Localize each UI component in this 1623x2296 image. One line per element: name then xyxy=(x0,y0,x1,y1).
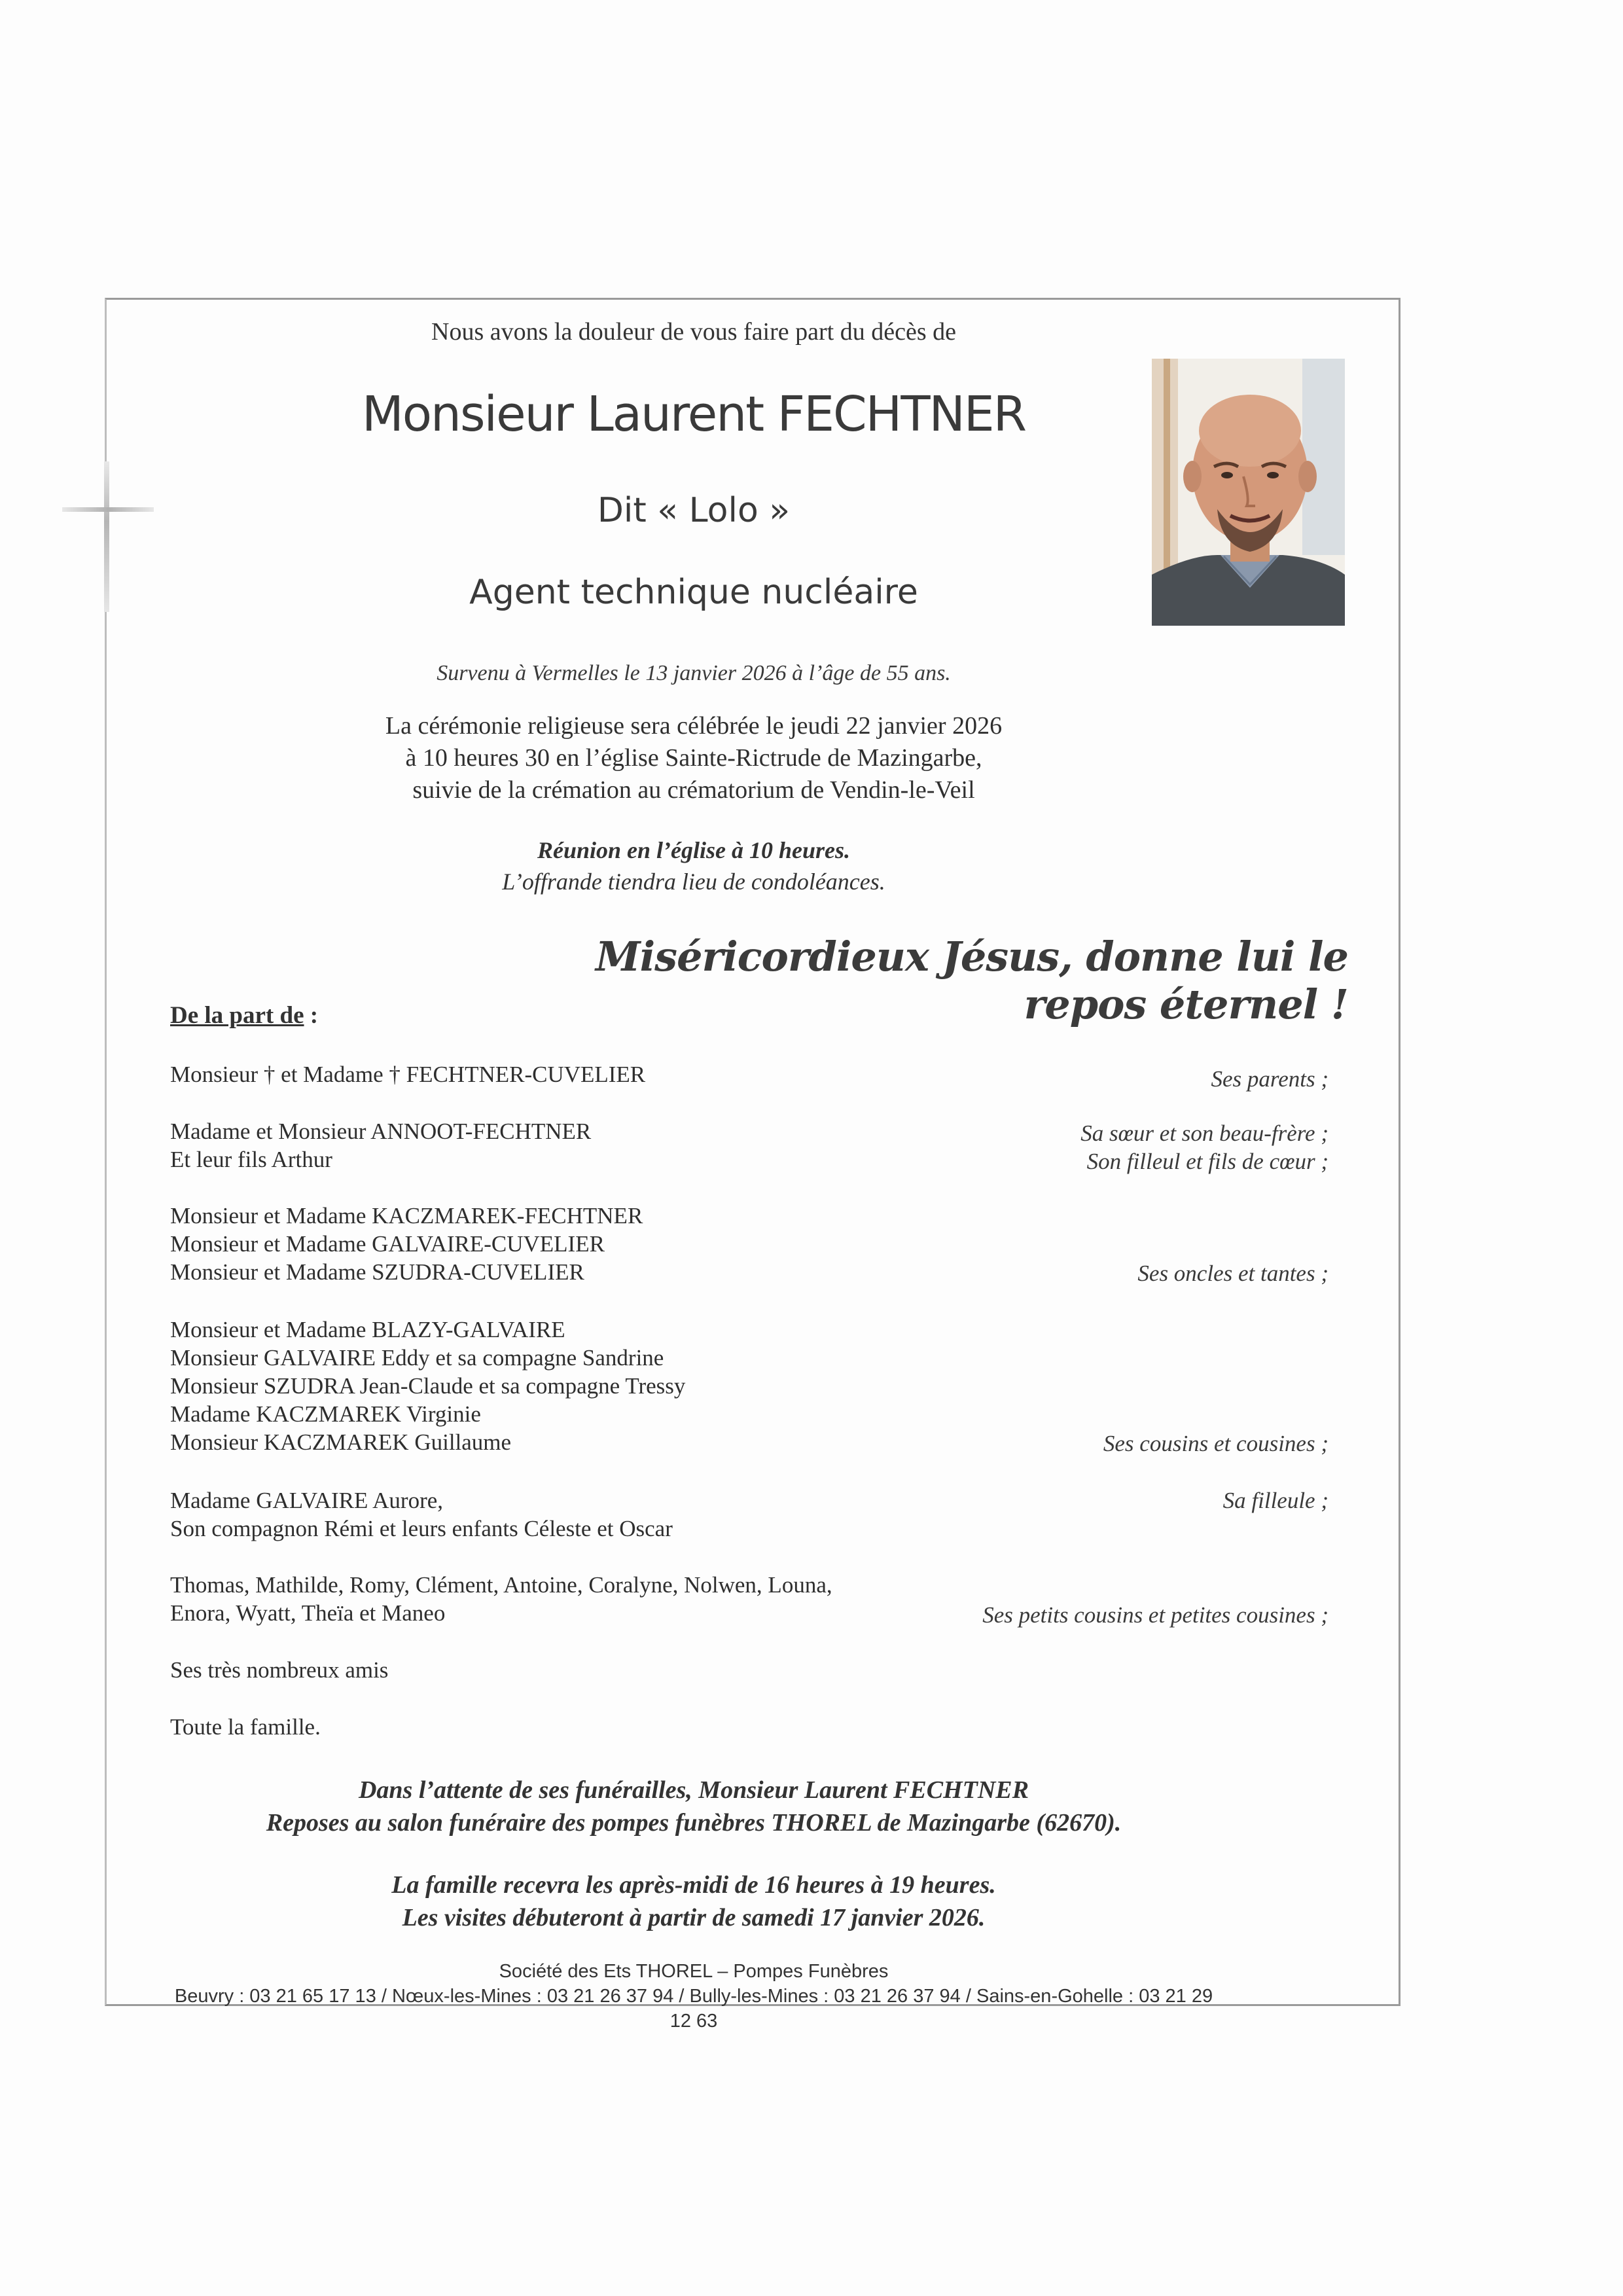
family-line: Toute la famille. xyxy=(170,1714,321,1740)
family-group-cousins xyxy=(170,1316,929,1456)
funeral-info xyxy=(236,1774,1152,1839)
family-line: Monsieur et Madame KACZMAREK-FECHTNER xyxy=(170,1203,643,1229)
family-line: Monsieur KACZMAREK Guillaume xyxy=(170,1429,512,1455)
relation-label: Ses parents ; xyxy=(1211,1066,1329,1092)
family-heading-colon: : xyxy=(304,1002,319,1029)
relation-label: Ses cousins et cousines ; xyxy=(1103,1431,1329,1456)
family-group-small-cousins xyxy=(170,1571,929,1627)
ceremony-line-1: La cérémonie religieuse sera célébrée le jeudi 22 janvier 2026 xyxy=(385,712,1003,740)
family-group-family xyxy=(170,1713,929,1741)
company-name: Société des Ets THOREL – Pompes Funèbres xyxy=(499,1961,889,1982)
family-line: Monsieur et Madame GALVAIRE-CUVELIER xyxy=(170,1231,605,1257)
occupation: Agent technique nucléaire xyxy=(469,573,918,612)
relation-label: Ses petits cousins et petites cousines ; xyxy=(982,1602,1329,1628)
visit-info xyxy=(236,1869,1152,1934)
family-group-friends xyxy=(170,1656,929,1684)
ceremony-line-3: suivie de la crémation au crématorium de Vendin-le-Veil xyxy=(412,776,975,804)
family-line: Enora, Wyatt, Theïa et Maneo xyxy=(170,1600,446,1626)
family-heading xyxy=(170,1001,318,1030)
family-line: Thomas, Mathilde, Romy, Clément, Antoine, Coralyne, Nolwen, Louna, xyxy=(170,1572,832,1598)
offrande-text: L’offrande tiendra lieu de condoléances. xyxy=(502,869,885,895)
family-group-sister xyxy=(170,1117,929,1174)
relation-label: Sa sœur et son beau-frère ; xyxy=(1080,1121,1329,1146)
relation-label: Ses oncles et tantes ; xyxy=(1137,1261,1329,1286)
family-line: Madame et Monsieur ANNOOT-FECHTNER xyxy=(170,1119,592,1144)
relation-cousins xyxy=(877,1429,1329,1458)
relation-label: Son filleul et fils de cœur ; xyxy=(1086,1149,1329,1174)
family-line: Son compagnon Rémi et leurs enfants Céleste et Oscar xyxy=(170,1516,673,1541)
family-line: Monsieur et Madame BLAZY-GALVAIRE xyxy=(170,1317,565,1342)
funeral-line-2: Reposes au salon funéraire des pompes funèbres THOREL de Mazingarbe (62670). xyxy=(266,1809,1122,1837)
nickname: Dit « Lolo » xyxy=(597,491,791,530)
company-phones: Beuvry : 03 21 65 17 13 / Nœux-les-Mines : 03 21 26 37 94 / Bully-les-Mines : 03 21 26 37 94 / Sains-en-Gohelle : 03 21 29 12 63 xyxy=(174,1986,1213,2032)
portrait-photo xyxy=(1152,359,1345,626)
relation-uncles xyxy=(877,1259,1329,1287)
family-line: Et leur fils Arthur xyxy=(170,1147,332,1172)
intro-text: Nous avons la douleur de vous faire part du décès de xyxy=(431,318,956,346)
relation-goddaughter xyxy=(877,1486,1329,1515)
family-line: Monsieur † et Madame † FECHTNER-CUVELIER xyxy=(170,1062,646,1087)
relation-label: Sa filleule ; xyxy=(1222,1488,1329,1513)
family-line: Monsieur et Madame SZUDRA-CUVELIER xyxy=(170,1259,584,1285)
ceremony-details xyxy=(301,710,1086,806)
prayer-text: Miséricordieux Jésus, donne lui le repos éternel ! xyxy=(596,933,1348,1028)
family-group-goddaughter xyxy=(170,1486,929,1543)
family-line: Monsieur SZUDRA Jean-Claude et sa compagne Tressy xyxy=(170,1373,686,1399)
reunion-text: Réunion en l’église à 10 heures. xyxy=(537,837,851,863)
relation-parents xyxy=(877,1065,1329,1093)
relation-sister xyxy=(877,1119,1329,1175)
family-line: Madame KACZMAREK Virginie xyxy=(170,1401,481,1427)
funeral-line-1: Dans l’attente de ses funérailles, Monsieur Laurent FECHTNER xyxy=(358,1776,1029,1804)
reunion-block xyxy=(366,834,1021,897)
family-line: Madame GALVAIRE Aurore, xyxy=(170,1488,444,1513)
cross-icon xyxy=(62,461,154,612)
company-footer xyxy=(170,1959,1217,2034)
ceremony-line-2: à 10 heures 30 en l’église Sainte-Rictrude de Mazingarbe, xyxy=(405,744,982,772)
family-heading-label: De la part de xyxy=(170,1002,304,1029)
family-group-parents xyxy=(170,1060,929,1088)
visit-line-1: La famille recevra les après-midi de 16 heures à 19 heures. xyxy=(391,1871,996,1899)
relation-small-cousins xyxy=(877,1601,1329,1629)
death-notice: Survenu à Vermelles le 13 janvier 2026 à l’âge de 55 ans. xyxy=(437,661,951,685)
visit-line-2: Les visites débuteront à partir de samedi 17 janvier 2026. xyxy=(402,1904,986,1931)
family-group-uncles xyxy=(170,1202,929,1286)
deceased-name: Monsieur Laurent FECHTNER xyxy=(361,386,1026,442)
family-line: Monsieur GALVAIRE Eddy et sa compagne Sandrine xyxy=(170,1345,664,1371)
family-line: Ses très nombreux amis xyxy=(170,1657,389,1683)
